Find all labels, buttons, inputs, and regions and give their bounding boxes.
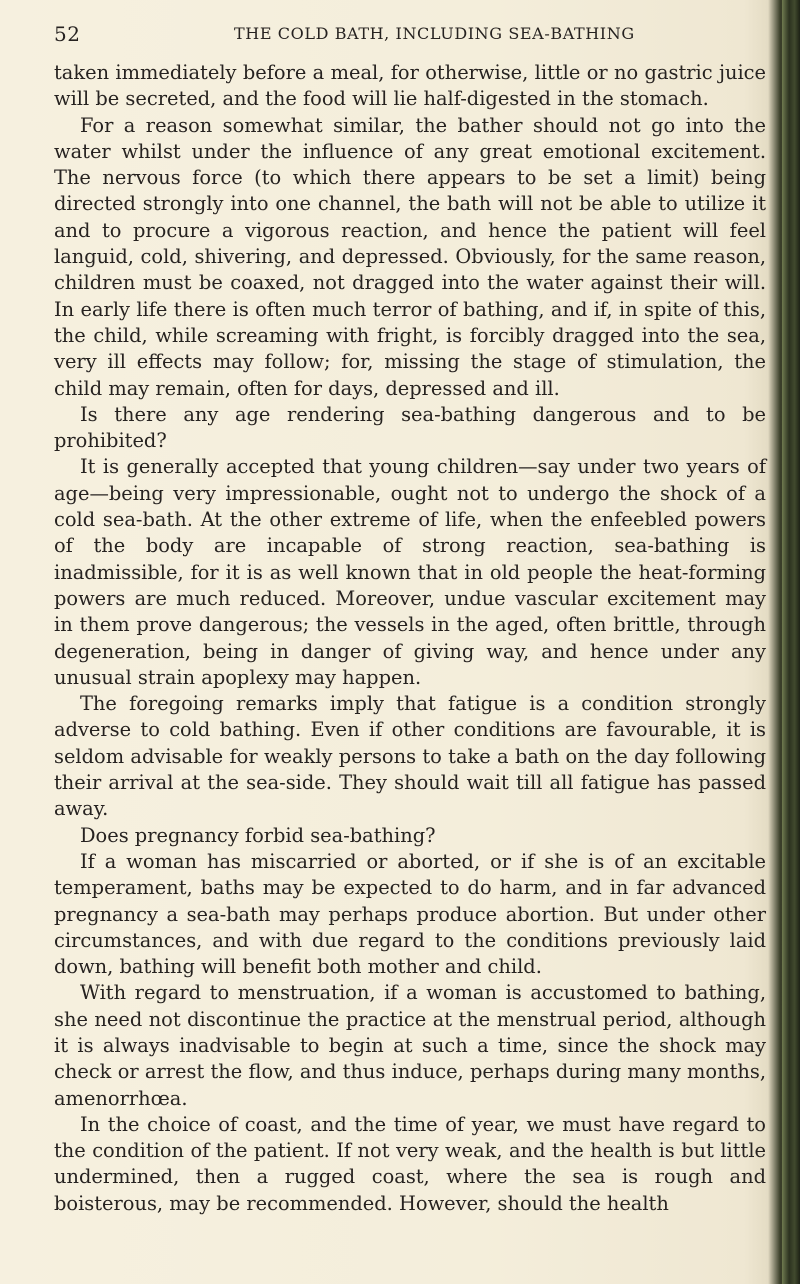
paragraph-9: In the choice of coast, and the time of year, we must have regard to the condition of the patient. If not very weak, and the health is but little undermined, then a rugged coast, where the sea is rough and boisterous, may be recommended. However, should the health: [54, 1112, 766, 1215]
paragraph-1: taken immediately before a meal, for otherwise, little or no gastric juice will be secreted, and the food will lie half-digested in the stomach.: [54, 61, 766, 111]
paragraph-7: If a woman has miscarried or aborted, or if she is of an excitable temperament, baths may be expected to do harm, and in far advanced pregnancy a sea-bath may perhaps produce abortion. But under other circumstances, and with due regard to the conditions previously laid down, bathing will benefit both mother and child.: [54, 849, 766, 979]
page-number: 52: [54, 22, 81, 46]
body-text: [54, 60, 766, 1217]
paragraph-4: It is generally accepted that young children—say under two years of age—being very impressionable, ought not to undergo the shock of a cold sea-bath. At the other extreme of life, when the enfeebled powers of the body are incapable of strong reaction, sea-bathing is inadmissible, for it is as well known that in old people the heat-forming powers are much reduced. Moreover, undue vascular excitement may in them prove dangerous; the vessels in the aged, often brittle, through degeneration, being in danger of giving way, and hence under any unusual strain apoplexy may happen.: [54, 455, 766, 689]
running-title: THE COLD BATH, INCLUDING SEA-BATHING: [234, 24, 635, 43]
paragraph-6: Does pregnancy forbid sea-bathing?: [80, 823, 436, 847]
paragraph-8: With regard to menstruation, if a woman is accustomed to bathing, she need not discontinue the practice at the menstrual period, although it is always inadvisable to begin at such a time, since the shock may check or arrest the flow, and thus induce, perhaps during many months, amenorrhœa.: [54, 981, 766, 1110]
page-edge-shadow: [782, 0, 800, 1284]
paragraph-2: For a reason somewhat similar, the bather should not go into the water whilst under the influence of any great emotional excitement. The nervous force (to which there appears to be set a limit) being directed strongly into one channel, the bath will not be able to utilize it and to procure a vigorous reaction, and hence the patient will feel languid, cold, shivering, and depressed. Obviously, for the same reason, children must be coaxed, not dragged into the water against their will. In early life there is often much terror of bathing, and if, in spite of this, the child, while screaming with fright, is forcibly dragged into the sea, very ill effects may follow; for, missing the stage of stimulation, the child may remain, often for days, depressed and ill.: [54, 113, 766, 400]
paragraph-3: Is there any age rendering sea-bathing dangerous and to be prohibited?: [54, 402, 766, 453]
paragraph-5: The foregoing remarks imply that fatigue is a condition strongly adverse to cold bathing. Even if other conditions are favourable, it is seldom advisable for weakly persons to take a bath on the day following their arrival at the sea-side. They should wait till all fatigue has passed away.: [54, 692, 766, 821]
page-header: [54, 22, 754, 50]
